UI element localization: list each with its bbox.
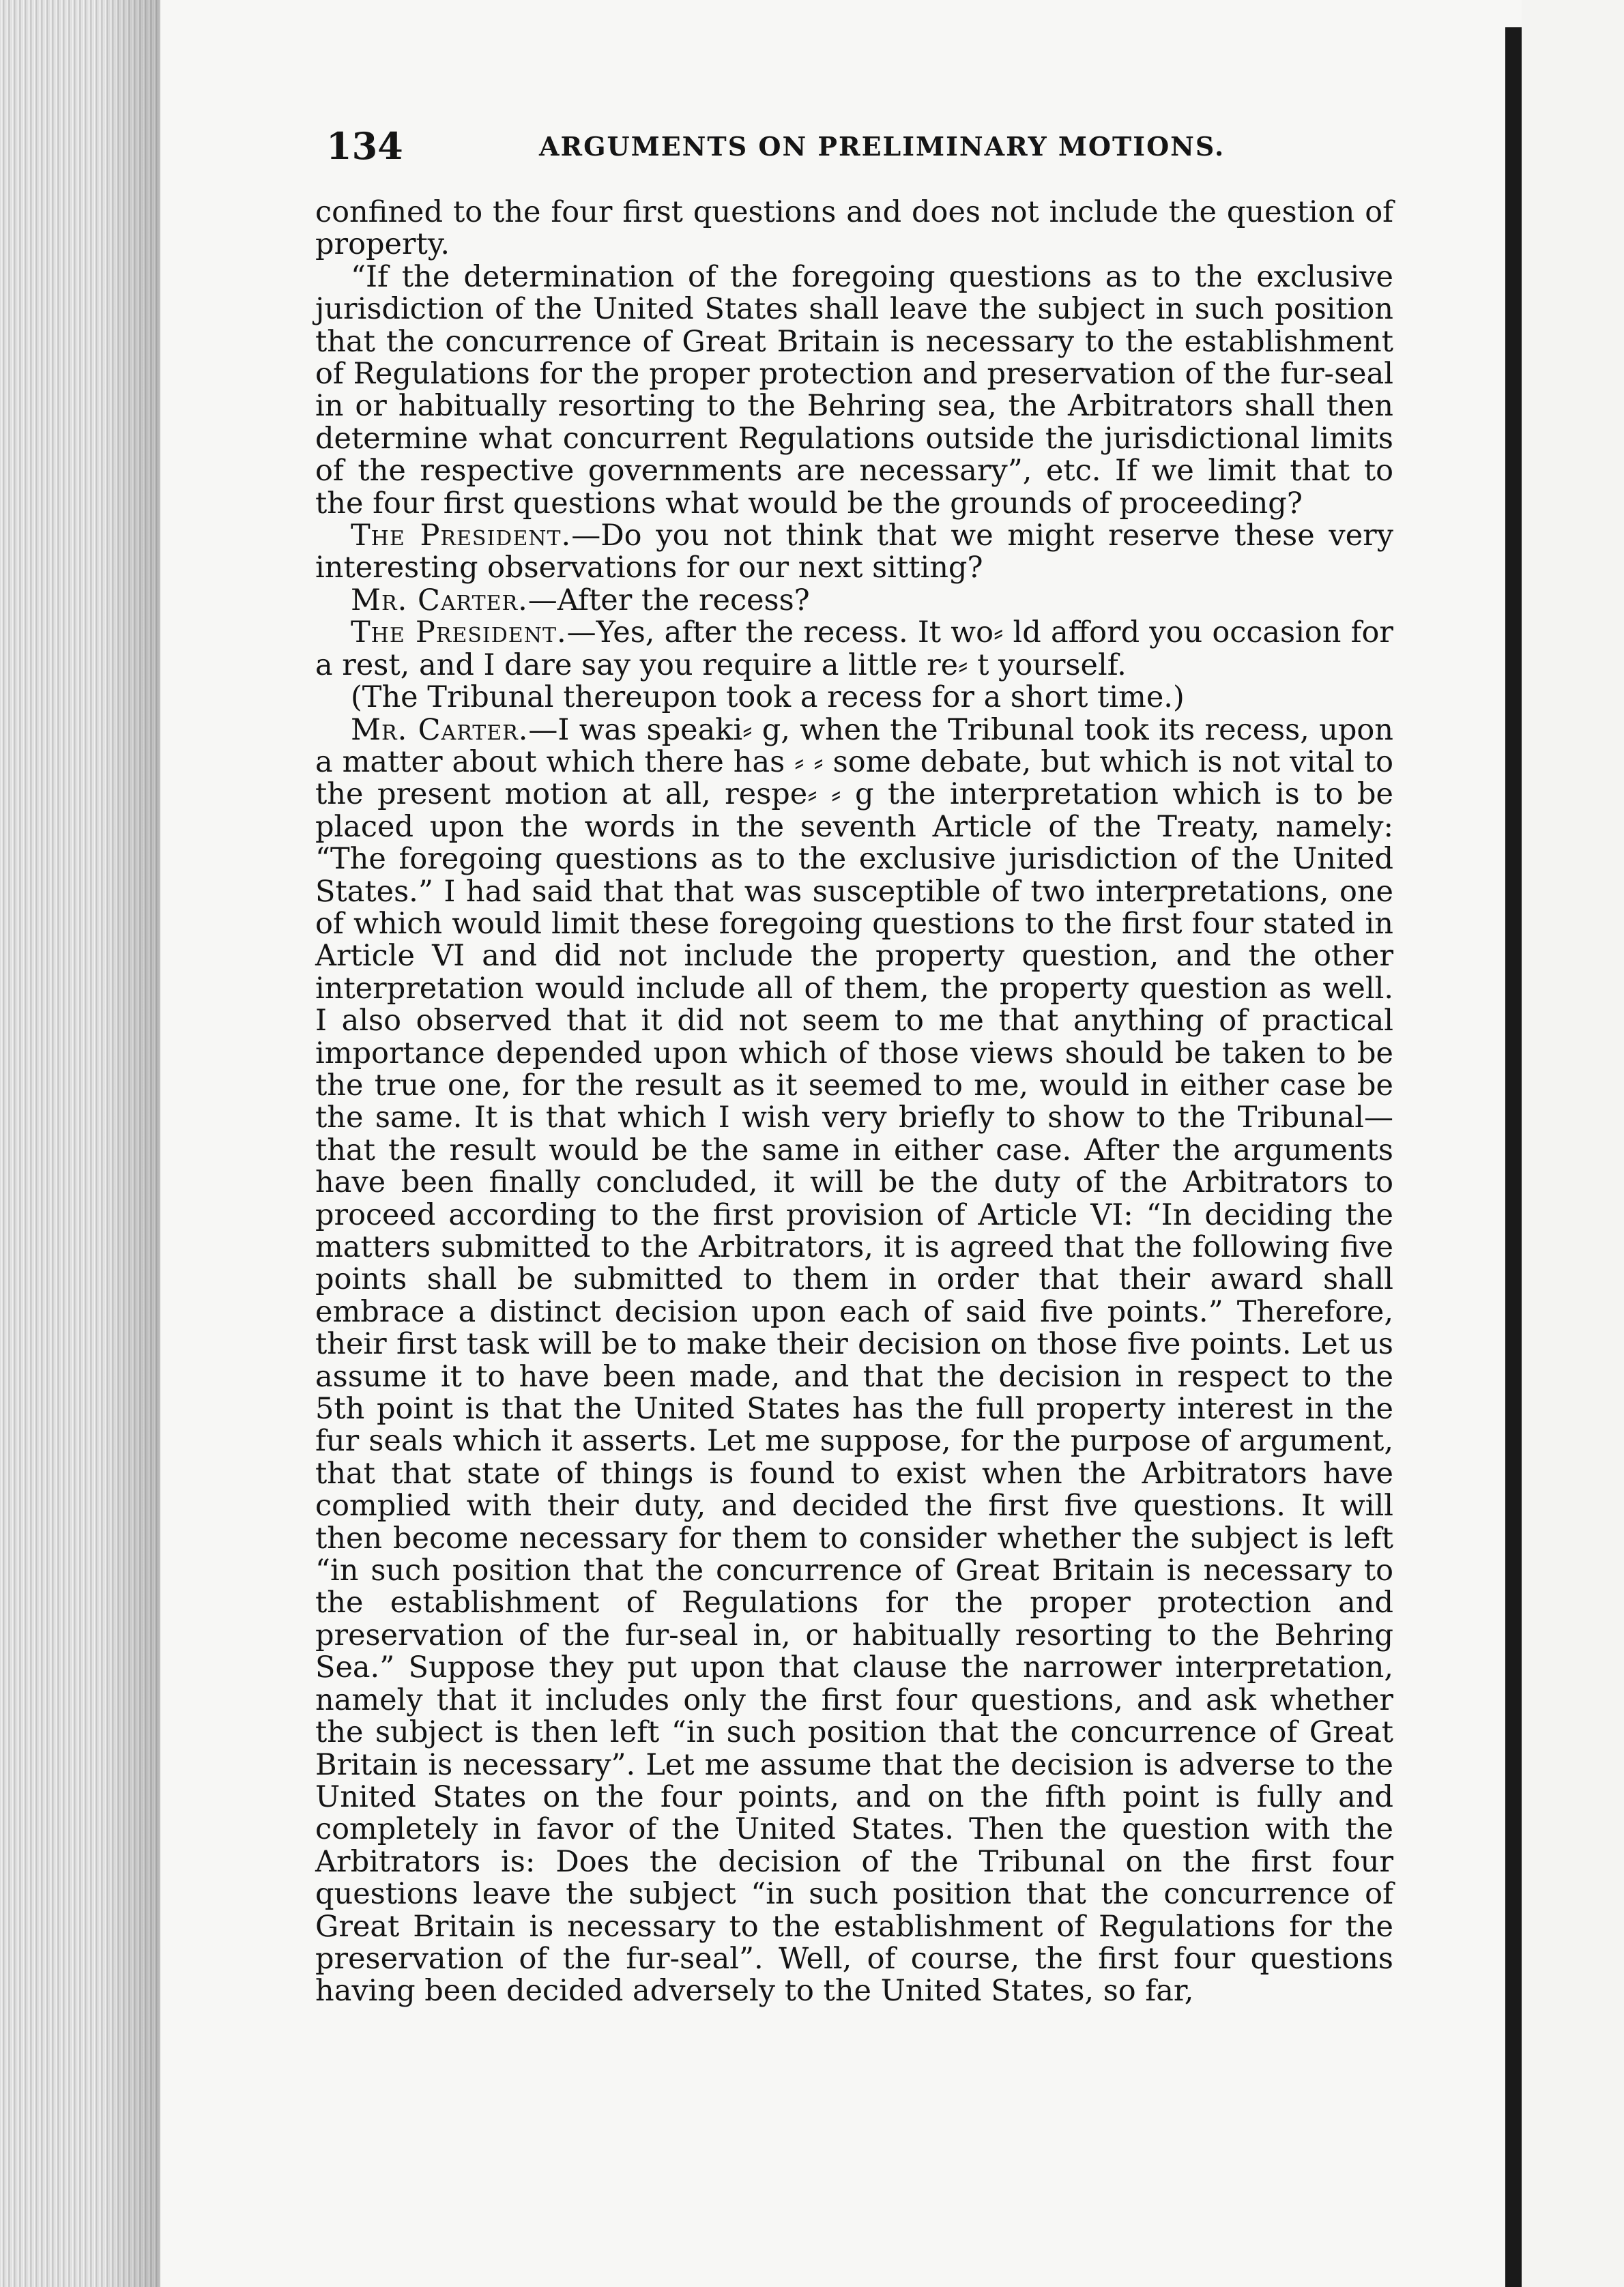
page-header <box>326 124 1397 172</box>
page-number: 134 <box>326 124 403 168</box>
paragraph-text: confined to the four first questions and does not include the question of property. <box>315 195 1393 262</box>
paragraph-text: —After the recess? <box>527 583 810 617</box>
gutter-shadow <box>102 0 160 2287</box>
running-head: ARGUMENTS ON PRELIMINARY MOTIONS. <box>539 131 1226 162</box>
facing-page-shadow <box>1505 27 1522 2287</box>
facing-page-edge <box>1522 0 1624 2287</box>
speaker-name: The President. <box>351 615 567 650</box>
body-text <box>315 196 1393 2008</box>
paragraph <box>315 261 1393 520</box>
paragraph <box>315 196 1393 261</box>
speaker-name: Mr. Carter. <box>351 712 529 747</box>
paragraph-text: (The Tribunal thereupon took a recess for a short time.) <box>351 680 1185 715</box>
paragraph-text: —Do you not think that we might reserve these very interesting observations for our next sitting? <box>315 519 1393 585</box>
speaker-name: The President. <box>351 519 572 553</box>
paragraph-text: —I was speaki⸗ g, when the Tribunal took its recess, upon a matter about which there has ⸗ ⸗ some debate, but which is not vital to the present motion at all, respe⸗ ⸗ g the interpretation which is to be placed upon the words in the seventh Article of the Treaty, namely: “The foregoing questions as to the exclusive jurisdiction of the United States.” I had said that that was susceptible of two interpretations, one of which would limit these foregoing questions to the first four stated in Article VI and did not include the property question, and the other interpretation would include all of them, the property question as well. I also observed that it did not seem to me that anything of practical importance depended upon which of those views should be taken to be the true one, for the result as it seemed to me, would in either case be the same. It is that which I wish very briefly to show to the Tribunal—that the result would be the same in either case. After the arguments have been finally concluded, it will be the duty of the Arbitrators to proceed according to the first provision of Article VI: “In deciding the matters submitted to the Arbitrators, it is agreed that the following five points shall be submitted to them in order that their award shall embrace a distinct decision upon each of said five points.” Therefore, their first task will be to make their decision on those five points. Let us assume it to have been made, and that the decision in respect to the 5th point is that the United States has the full property interest in the fur seals which it asserts. Let me suppose, for the purpose of argument, that that state of things is found to exist when the Arbitrators have complied with their duty, and decided the first five questions. It will then become necessary for them to consider whether the subject is left “in such position that the concurrence of Great Britain is necessary to the establishment of Regulations for the proper protection and preservation of the fur-seal in, or habitually resorting to the Behring Sea.” Suppose they put upon that clause the narrower interpretation, namely that it includes only the first four questions, and ask whether the subject is then left “in such position that the concurrence of Great Britain is necessary”. Let me assume that the decision is adverse to the United States on the four points, and on the fifth point is fully and completely in favor of the United States. Then the question with the Arbitrators is: Does the decision of the Tribunal on the first four questions leave the subject “in such position that the concurrence of Great Britain is necessary to the establishment of Regulations for the preservation of the fur-seal”. Well, of course, the first four questions having been decided adversely to the United States, so far, <box>315 712 1393 2009</box>
paragraph <box>315 585 1393 617</box>
speaker-name: Mr. Carter. <box>351 583 528 617</box>
paragraph <box>315 682 1393 714</box>
paragraph <box>315 520 1393 585</box>
paragraph-text: —Yes, after the recess. It wo⸗ ld afford you occasion for a rest, and I dare say you require a little re⸗ t yourself. <box>315 615 1393 682</box>
paragraph <box>315 714 1393 2008</box>
paragraph <box>315 617 1393 682</box>
paragraph-text: “If the determination of the foregoing questions as to the exclusive jurisdiction of the United States shall leave the subject in such position that the concurrence of Great Britain is necessary to the establishment of Regulations for the proper protection and preservation of the fur-seal in or habitually resorting to the Behring sea, the Arbitrators shall then determine what concurrent Regulations outside the jurisdictional limits of the respective governments are necessary”, etc. If we limit that to the four first questions what would be the grounds of proceeding? <box>315 259 1393 521</box>
